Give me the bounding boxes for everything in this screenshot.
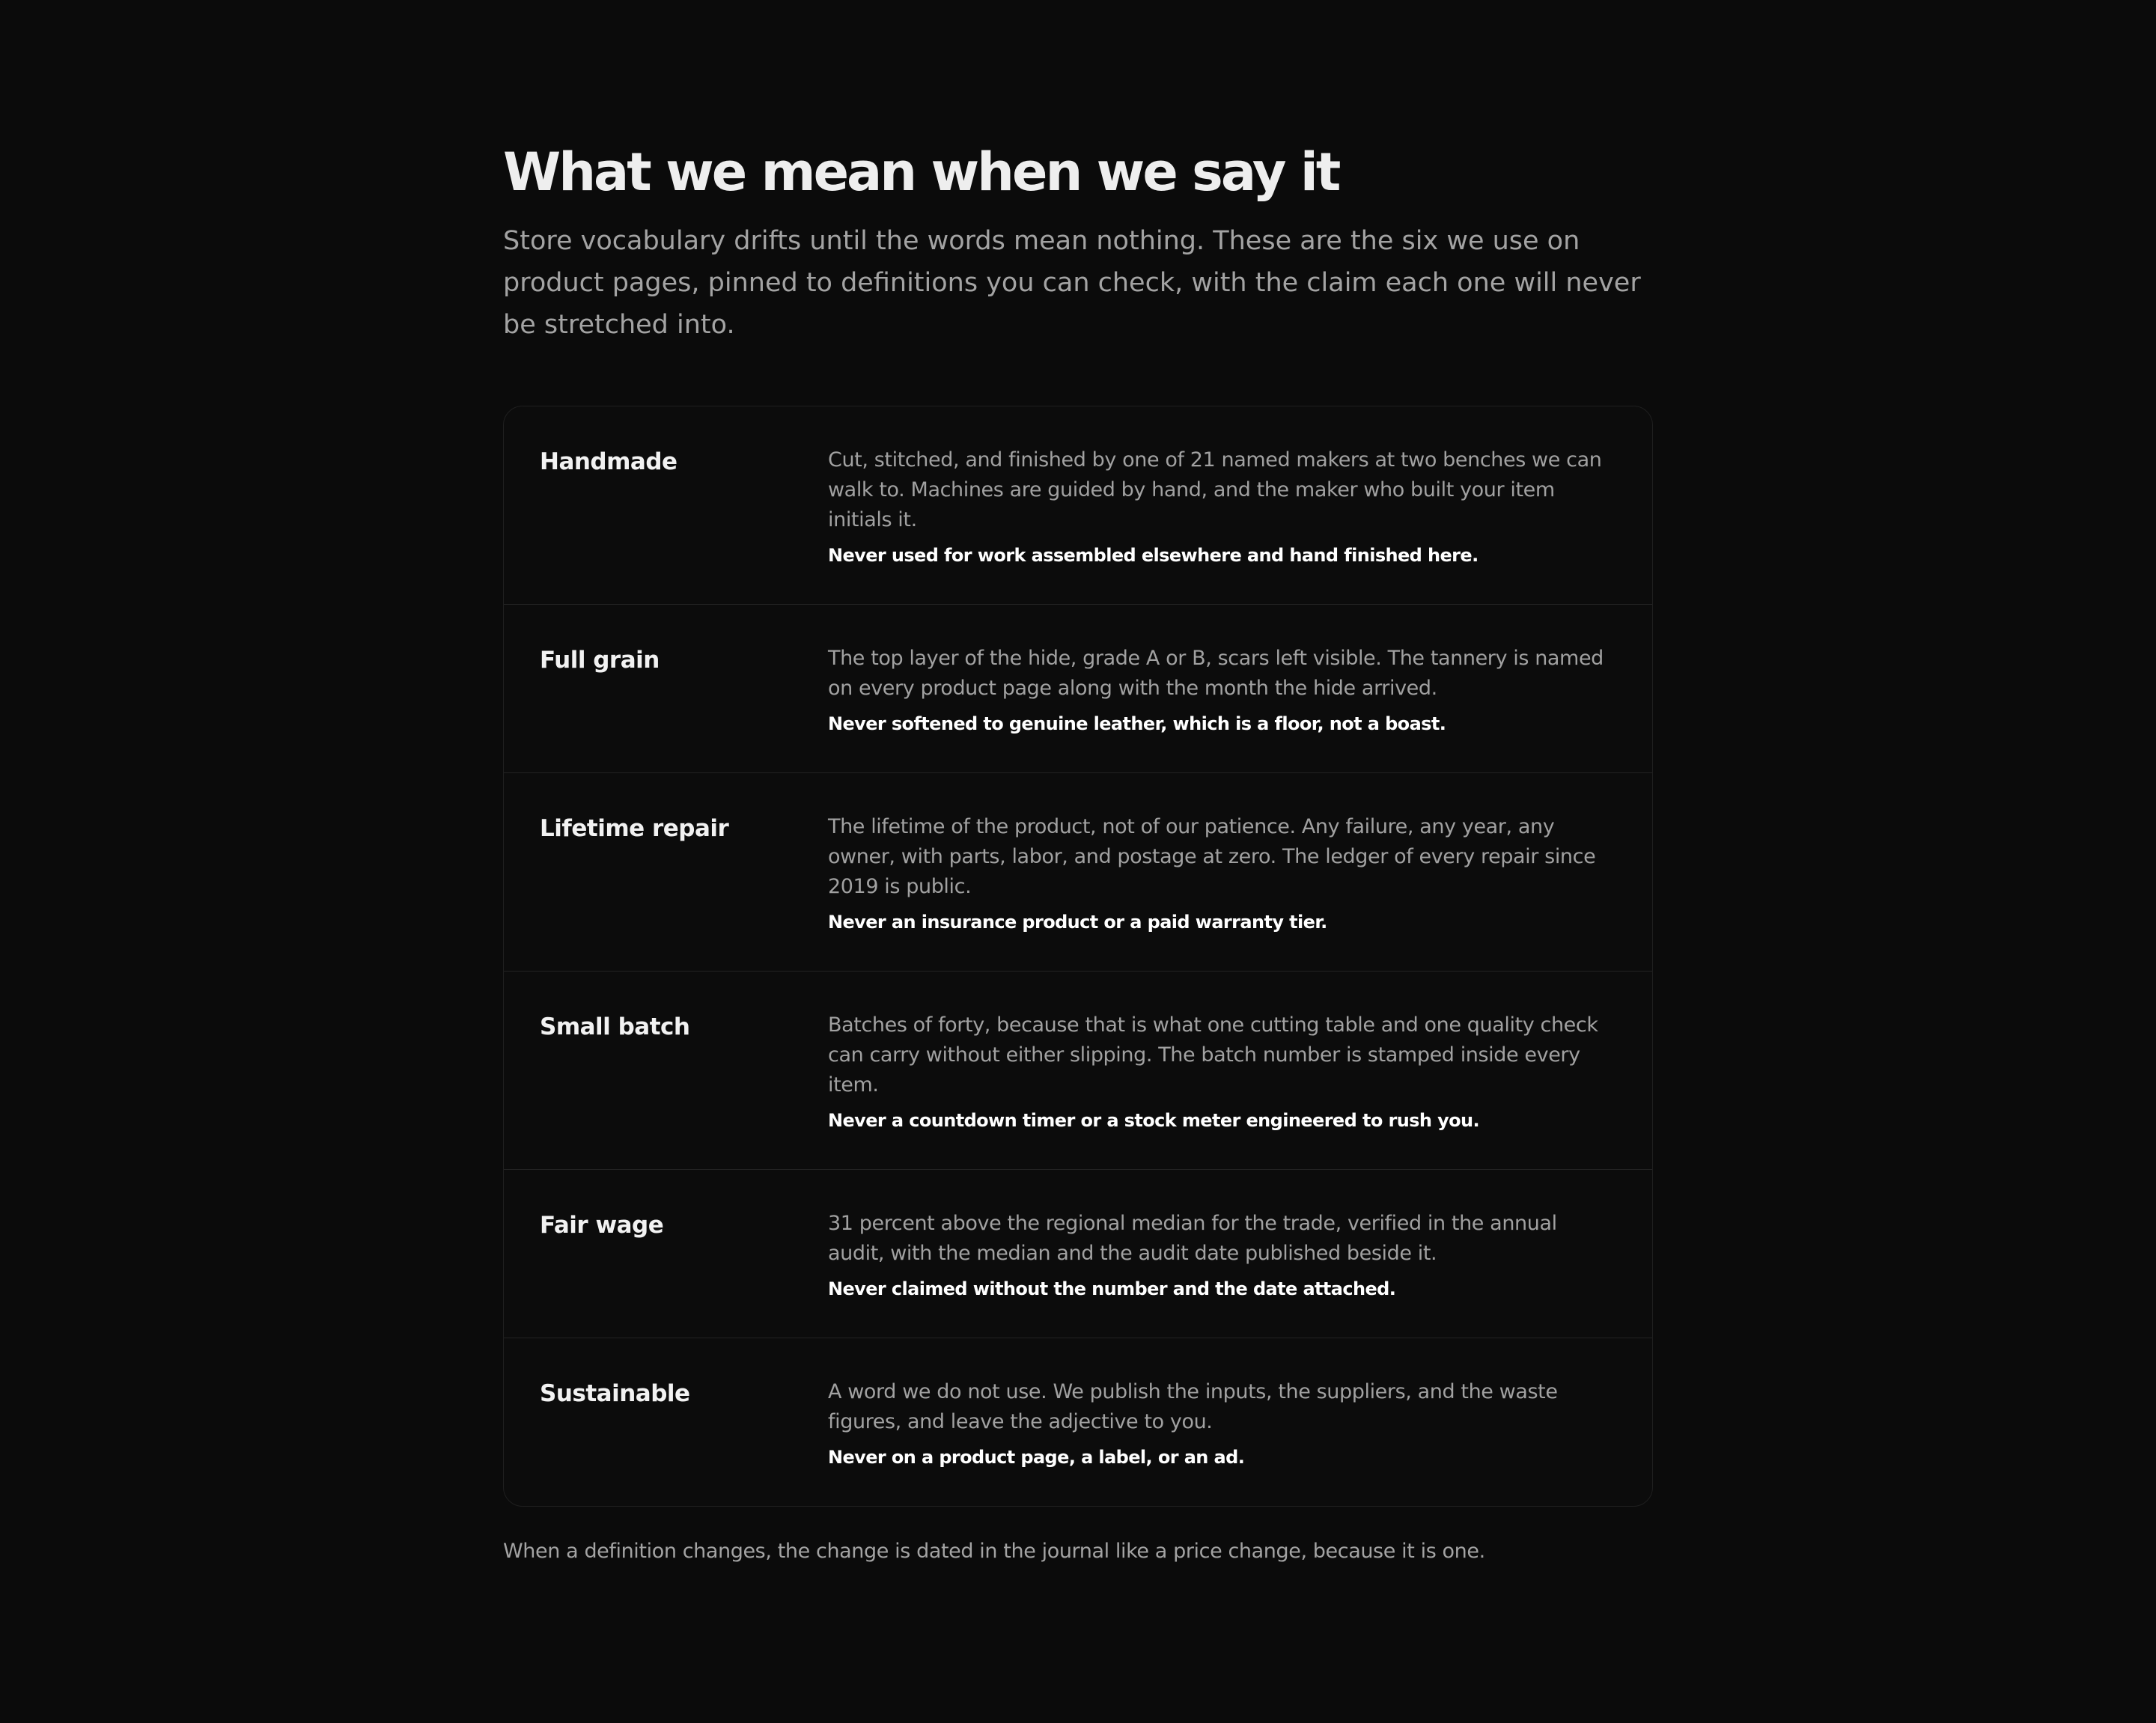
term-body: [828, 445, 1616, 567]
glossary-row-handmade: [504, 406, 1652, 604]
term-body: [828, 1010, 1616, 1132]
term-label: Sustainable: [540, 1380, 690, 1407]
term-never-claim: Never a countdown timer or a stock meter engineered to rush you.: [828, 1110, 1480, 1131]
term-body: [828, 1377, 1616, 1469]
term-definition: The top layer of the hide, grade A or B, scars left visible. The tannery is named on every product page along with the month the hide arrived.: [828, 647, 1604, 700]
term-definition: Cut, stitched, and finished by one of 21 named makers at two benches we can walk to. Machines are guided by hand, and the maker who built your item initials it.: [828, 448, 1602, 531]
page-title: What we mean when we say it: [503, 141, 1339, 203]
glossary-table: [503, 406, 1653, 1507]
page-intro: Store vocabulary drifts until the words mean nothing. These are the six we use on product pages, pinned to definitions you can check, with the claim each one will never be stretched into.: [503, 226, 1641, 340]
term-never-claim: Never on a product page, a label, or an ad.: [828, 1447, 1245, 1468]
term-label: Full grain: [540, 647, 660, 674]
term-body: [828, 812, 1616, 933]
term-never-claim: Never used for work assembled elsewhere and hand finished here.: [828, 545, 1479, 566]
glossary-row-lifetime-repair: [504, 772, 1652, 971]
term-definition: 31 percent above the regional median for the trade, verified in the annual audit, with the median and the audit date published beside it.: [828, 1212, 1557, 1265]
term-body: [828, 1209, 1616, 1300]
term-never-claim: Never claimed without the number and the date attached.: [828, 1278, 1396, 1299]
term-definition: A word we do not use. We publish the inputs, the suppliers, and the waste figures, and leave the adjective to you.: [828, 1380, 1558, 1433]
term-never-claim: Never an insurance product or a paid warranty tier.: [828, 912, 1327, 933]
glossary-row-small-batch: [504, 971, 1652, 1169]
term-definition: The lifetime of the product, not of our patience. Any failure, any year, any owner, with parts, labor, and postage at zero. The ledger of every repair since 2019 is public.: [828, 815, 1596, 898]
term-label: Handmade: [540, 448, 677, 475]
glossary-page: [503, 141, 1653, 1567]
term-label: Small batch: [540, 1013, 690, 1040]
term-label: Fair wage: [540, 1212, 664, 1239]
glossary-row-full-grain: [504, 604, 1652, 772]
term-body: [828, 644, 1616, 735]
footer-note: When a definition changes, the change is dated in the journal like a price change, because it is one.: [503, 1540, 1485, 1563]
term-definition: Batches of forty, because that is what one cutting table and one quality check can carry without either slipping. The batch number is stamped inside every item.: [828, 1013, 1598, 1097]
glossary-row-sustainable: [504, 1338, 1652, 1506]
glossary-row-fair-wage: [504, 1169, 1652, 1338]
term-label: Lifetime repair: [540, 815, 729, 842]
term-never-claim: Never softened to genuine leather, which is a floor, not a boast.: [828, 713, 1446, 734]
